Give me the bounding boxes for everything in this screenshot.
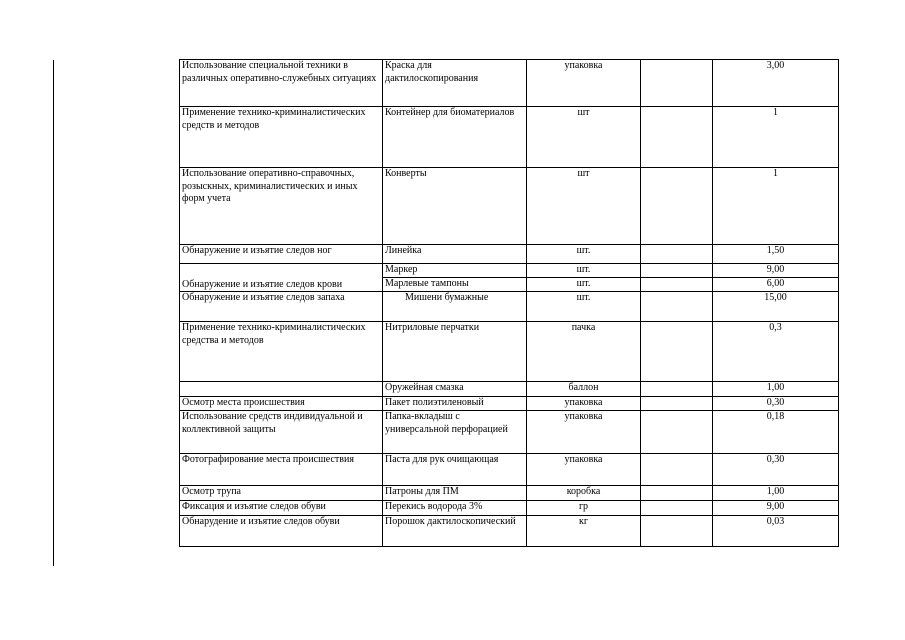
unit-cell: упаковка bbox=[527, 397, 641, 411]
item-cell: Конверты bbox=[383, 168, 527, 245]
table-row bbox=[180, 292, 839, 322]
page-margin-rule bbox=[53, 60, 54, 566]
quantity-cell: 1 bbox=[713, 168, 839, 245]
blank-cell bbox=[641, 501, 713, 516]
activity-cell: Применение технико-криминалистических средств и методов bbox=[180, 107, 383, 168]
table-row bbox=[180, 411, 839, 454]
blank-cell bbox=[641, 411, 713, 454]
quantity-cell: 0,30 bbox=[713, 397, 839, 411]
table-row bbox=[180, 168, 839, 245]
activity-cell: Использование специальной техники в различных оперативно-служебных ситуациях bbox=[180, 60, 383, 107]
item-cell: Нитриловые перчатки bbox=[383, 322, 527, 382]
unit-cell: шт. bbox=[527, 264, 641, 278]
quantity-cell: 1,50 bbox=[713, 245, 839, 264]
table-row bbox=[180, 322, 839, 382]
table-row bbox=[180, 60, 839, 107]
unit-cell: упаковка bbox=[527, 454, 641, 486]
item-text: Мишени бумажные bbox=[405, 292, 489, 303]
unit-cell: упаковка bbox=[527, 411, 641, 454]
table-row bbox=[180, 516, 839, 547]
unit-cell: гр bbox=[527, 501, 641, 516]
unit-cell: коробка bbox=[527, 486, 641, 501]
quantity-cell: 1,00 bbox=[713, 486, 839, 501]
item-cell: Порошок дактилоскопический bbox=[383, 516, 527, 547]
item-cell: Линейка bbox=[383, 245, 527, 264]
quantity-cell: 9,00 bbox=[713, 264, 839, 278]
item-cell: Пакет полиэтиленовый bbox=[383, 397, 527, 411]
blank-cell bbox=[641, 486, 713, 501]
table-row bbox=[180, 245, 839, 264]
item-cell: Паста для рук очищающая bbox=[383, 454, 527, 486]
blank-cell bbox=[641, 107, 713, 168]
activity-cell: Применение технико-криминалистических средства и методов bbox=[180, 322, 383, 382]
blank-cell bbox=[641, 292, 713, 322]
blank-cell bbox=[641, 278, 713, 292]
blank-cell bbox=[641, 397, 713, 411]
blank-cell bbox=[641, 516, 713, 547]
quantity-cell: 6,00 bbox=[713, 278, 839, 292]
item-cell: Папка-вкладыш с универсальной перфорацией bbox=[383, 411, 527, 454]
activity-cell: Обнарудение и изъятие следов обуви bbox=[180, 516, 383, 547]
unit-cell: шт bbox=[527, 107, 641, 168]
blank-cell bbox=[641, 264, 713, 278]
quantity-cell: 0,3 bbox=[713, 322, 839, 382]
activity-cell: Обнаружение и изъятие следов крови bbox=[180, 264, 383, 292]
quantity-cell: 0,18 bbox=[713, 411, 839, 454]
activity-cell: Обнаружение и изъятие следов запаха bbox=[180, 292, 383, 322]
blank-cell bbox=[641, 245, 713, 264]
materials-table bbox=[179, 59, 839, 547]
unit-cell: упаковка bbox=[527, 60, 641, 107]
table-row bbox=[180, 107, 839, 168]
unit-cell: шт. bbox=[527, 245, 641, 264]
item-cell: Перекись водорода 3% bbox=[383, 501, 527, 516]
quantity-cell: 1,00 bbox=[713, 382, 839, 397]
table-row bbox=[180, 397, 839, 411]
item-cell: Краска для дактилоскопирования bbox=[383, 60, 527, 107]
quantity-cell: 0,03 bbox=[713, 516, 839, 547]
quantity-cell: 9,00 bbox=[713, 501, 839, 516]
unit-cell: шт bbox=[527, 168, 641, 245]
unit-cell: пачка bbox=[527, 322, 641, 382]
table-row bbox=[180, 264, 839, 278]
activity-cell: Использование средств индивидуальной и коллективной защиты bbox=[180, 411, 383, 454]
table-row bbox=[180, 454, 839, 486]
unit-cell: баллон bbox=[527, 382, 641, 397]
activity-cell: Обнаружение и изъятие следов ног bbox=[180, 245, 383, 264]
unit-cell: шт. bbox=[527, 292, 641, 322]
activity-cell bbox=[180, 382, 383, 397]
activity-cell: Фиксация и изъятие следов обуви bbox=[180, 501, 383, 516]
quantity-cell: 15,00 bbox=[713, 292, 839, 322]
item-cell: Контейнер для биоматериалов bbox=[383, 107, 527, 168]
table-row bbox=[180, 486, 839, 501]
item-cell: Оружейная смазка bbox=[383, 382, 527, 397]
table-row bbox=[180, 382, 839, 397]
activity-cell: Фотографирование места происшествия bbox=[180, 454, 383, 486]
blank-cell bbox=[641, 322, 713, 382]
quantity-cell: 3,00 bbox=[713, 60, 839, 107]
quantity-cell: 1 bbox=[713, 107, 839, 168]
activity-cell: Осмотр места происшествия bbox=[180, 397, 383, 411]
unit-cell: шт. bbox=[527, 278, 641, 292]
quantity-cell: 0,30 bbox=[713, 454, 839, 486]
item-cell bbox=[383, 292, 527, 322]
unit-cell: кг bbox=[527, 516, 641, 547]
item-cell: Марлевые тампоны bbox=[383, 278, 527, 292]
item-cell: Патроны для ПМ bbox=[383, 486, 527, 501]
activity-cell: Использование оперативно-справочных, розыскных, криминалистических и иных форм учета bbox=[180, 168, 383, 245]
blank-cell bbox=[641, 454, 713, 486]
activity-cell: Осмотр трупа bbox=[180, 486, 383, 501]
blank-cell bbox=[641, 382, 713, 397]
item-cell: Маркер bbox=[383, 264, 527, 278]
table-row bbox=[180, 501, 839, 516]
blank-cell bbox=[641, 60, 713, 107]
blank-cell bbox=[641, 168, 713, 245]
